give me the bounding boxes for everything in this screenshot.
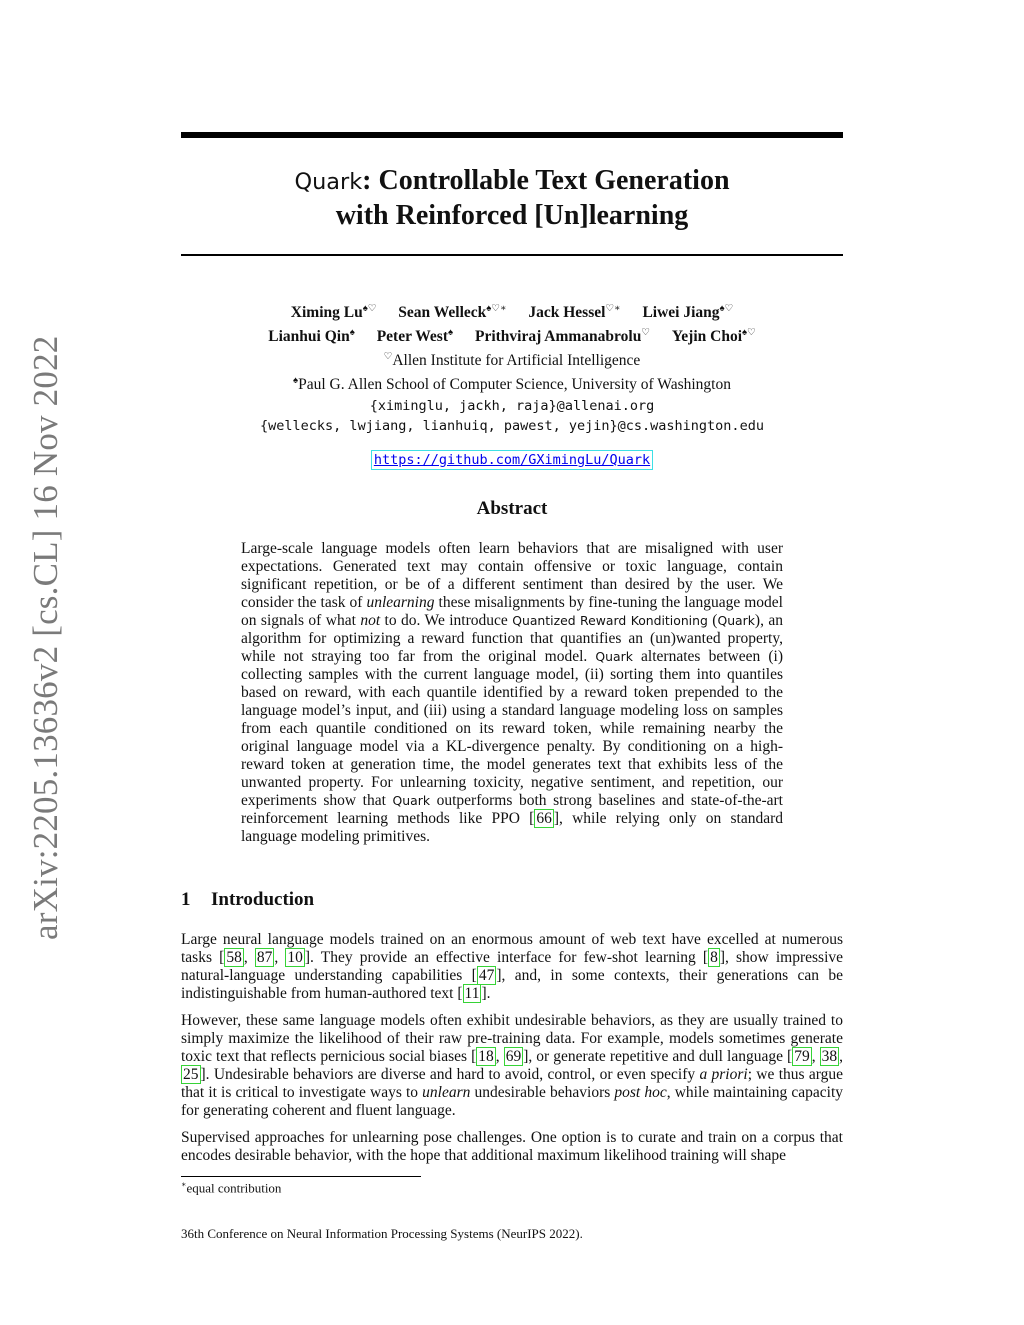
- abstract-text: these misalignments by fine-tuning the language model on signals of what: [241, 594, 783, 629]
- author-marks: ♠♡: [719, 303, 734, 314]
- author-name: Sean Welleck: [398, 304, 487, 322]
- author-line-2: [181, 323, 843, 347]
- paragraph-text: undesirable behaviors: [470, 1084, 615, 1101]
- abstract-text: ], while relying only on standard language modeling primitives.: [241, 810, 783, 845]
- title-quark: Quark: [294, 169, 363, 195]
- paragraph-text: ], and, in some contexts, their generations can be indistinguishable from human-authored text [: [181, 967, 843, 1002]
- paragraph-text: However, these same language models often exhibit undesirable behaviors, as they are usually trained to simply maximize the likelihood of their raw pre-training data. For example, models sometimes generate toxic text that reflects pernicious social biases [: [181, 1012, 843, 1065]
- title-rule-top: [181, 132, 843, 138]
- author-name: Prithviraj Ammanabrolu: [474, 328, 642, 346]
- paragraph-emphasis: post hoc: [614, 1084, 667, 1101]
- introduction-body: [181, 931, 843, 1174]
- citation-link[interactable]: 25: [183, 1066, 199, 1083]
- author-marks: ♠: [448, 327, 454, 339]
- affiliation-uw: [181, 371, 843, 395]
- citation-link[interactable]: 18: [478, 1048, 494, 1065]
- author-marks: ♠♡∗: [486, 303, 507, 314]
- paragraph-text: ]. Undesirable behaviors are diverse and hard to avoid, control, or even specify: [200, 1066, 700, 1083]
- quark-name: Quark: [595, 649, 633, 664]
- abstract-body: [241, 540, 783, 846]
- title-rule-bottom: [181, 254, 843, 256]
- citation-link[interactable]: 38: [821, 1048, 838, 1065]
- email-line-2: {wellecks, lwjiang, lianhuiq, pawest, yejin}@cs.washington.edu: [260, 417, 764, 434]
- author-marks: ♠♡: [362, 303, 377, 314]
- affiliation-mark: ♡: [383, 351, 393, 363]
- author-marks: ♡: [641, 327, 650, 339]
- citation-link[interactable]: 8: [710, 949, 718, 966]
- author-marks: ♠: [349, 327, 355, 339]
- venue-line: 36th Conference on Neural Information Processing Systems (NeurIPS 2022).: [181, 1226, 583, 1241]
- abstract-text: Large-scale language models often learn behaviors that are misaligned with user expectations. Generated text may contain offensive or toxic language, contain significant repetition, or be of a different sentiment than desired by the user. We consider the task of: [241, 540, 783, 611]
- footnote-mark: ∗: [181, 1180, 187, 1189]
- citation-link[interactable]: 69: [505, 1048, 522, 1065]
- title-line1: : Controllable Text Generation: [362, 165, 730, 196]
- author-name: Liwei Jiang: [642, 304, 720, 322]
- footnote: [181, 1180, 281, 1196]
- paragraph-text: ]. They provide an effective interface for few-shot learning [: [304, 949, 709, 966]
- paragraph-text: ; we thus argue that it is critical to investigate ways to: [181, 1066, 843, 1101]
- abstract-emphasis: unlearning: [366, 594, 435, 611]
- author-block: [181, 299, 843, 470]
- paragraph-text: , while maintaining capacity for generating coherent and fluent language.: [181, 1084, 844, 1119]
- paragraph: Large neural language models trained on an enormous amount of web text have excelled at numerous tasks [ 58 , 87 , 10 ]. They provide an effective interface for few-shot learning [ 8 ], show impressive natural-language understanding capabilities [ 47 ], and, in some contexts, their generations can be indistinguishable from human-authored text [ 11 ].: [181, 931, 844, 1002]
- quark-name: Quark: [717, 613, 755, 628]
- arxiv-stamp: arXiv:2205.13636v2 [cs.CL] 16 Nov 2022: [26, 335, 65, 940]
- author-name: Lianhui Qin: [268, 328, 350, 346]
- citation-link[interactable]: 66: [536, 810, 552, 827]
- affiliation-ai2: [181, 347, 843, 371]
- footnote-rule: [181, 1176, 421, 1177]
- abstract-emphasis: not: [360, 612, 381, 629]
- author-name: Peter West: [376, 328, 448, 346]
- affiliation-mark: ♠: [293, 375, 299, 387]
- paragraph-emphasis: a priori: [699, 1066, 748, 1083]
- quark-name: Quark: [392, 793, 431, 808]
- author-marks: ♡∗: [605, 303, 621, 314]
- author-name: Yejin Choi: [671, 328, 743, 346]
- citation-link[interactable]: 58: [226, 949, 242, 966]
- abstract-text: ), an algorithm for optimizing a reward function that quantifies an (un)wanted property, while not straying too far from the original model.: [241, 612, 783, 665]
- section-heading-introduction: [181, 889, 314, 911]
- abstract-text: alternates between (i) collecting samples with the current language model, (ii) sorting them into quantiles based on reward, with each quantile identified by a reward token prepended to the language model’s input, and (iii) using a standard language modeling loss on samples from each quantile conditioned on its reward token, while remaining nearby the original language model via a KL-divergence penalty. By conditioning on a high-reward token at generation time, the model generates text that exhibits less of the unwanted property. For unlearning toxicity, negative sentiment, and repetition, our experiments show that: [241, 648, 783, 809]
- affiliation-text: Paul G. Allen School of Computer Science, University of Washington: [298, 376, 731, 394]
- citation-link[interactable]: 47: [478, 967, 495, 984]
- quark-expansion: Quantized Reward Konditioning: [512, 613, 708, 628]
- paragraph-text: ].: [481, 985, 491, 1002]
- email-line-1: {ximinglu, jackh, raja}@allenai.org: [369, 397, 655, 414]
- paragraph-emphasis: unlearn: [422, 1084, 471, 1101]
- paragraph: Supervised approaches for unlearning pose challenges. One option is to curate and train on a corpus that encodes desirable behavior, with the hope that additional maximum likelihood training will shape: [181, 1129, 843, 1164]
- abstract-text: outperforms both strong baselines and state-of-the-art reinforcement learning methods like PPO [: [241, 792, 783, 827]
- citation-link[interactable]: 11: [464, 985, 480, 1002]
- footnote-text: equal contribution: [186, 1180, 282, 1196]
- abstract-heading: Abstract: [476, 498, 548, 519]
- paragraph-text: ], or generate repetitive and dull language [: [523, 1048, 793, 1065]
- author-name: Jack Hessel: [528, 304, 606, 322]
- affiliation-text: Allen Institute for Artificial Intelligence: [392, 352, 641, 370]
- citation-link[interactable]: 10: [287, 949, 303, 966]
- abstract-text: (: [707, 612, 718, 629]
- citation-link[interactable]: 87: [256, 949, 273, 966]
- citation-link[interactable]: 79: [794, 1048, 810, 1065]
- abstract-text: to do. We introduce: [380, 612, 513, 629]
- paragraph-text: Large neural language models trained on an enormous amount of web text have excelled at numerous tasks [: [181, 931, 843, 966]
- paragraph-text: ], show impressive natural-language understanding capabilities [: [181, 949, 844, 984]
- section-title: Introduction: [211, 889, 315, 910]
- section-number: 1: [181, 889, 191, 910]
- author-line-1: [181, 299, 843, 323]
- author-name: Ximing Lu: [290, 304, 363, 322]
- paragraph: However, these same language models often exhibit undesirable behaviors, as they are usually trained to simply maximize the likelihood of their raw pre-training data. For example, models sometimes generate toxic text that reflects pernicious social biases [ 18 , 69 ], or generate repetitive and dull language [ 79 , 38 , 25 ]. Undesirable behaviors are diverse and hard to avoid, control, or even specify a priori; we thus argue that it is critical to investigate ways to unlearn undesirable behaviors post hoc, while maintaining capacity for generating coherent and fluent language.: [181, 1012, 844, 1119]
- paper-title: [181, 164, 843, 233]
- title-line2: with Reinforced [Un]learning: [335, 200, 689, 231]
- author-marks: ♠♡: [742, 327, 756, 339]
- github-link[interactable]: https://github.com/GXimingLu/Quark: [371, 450, 653, 470]
